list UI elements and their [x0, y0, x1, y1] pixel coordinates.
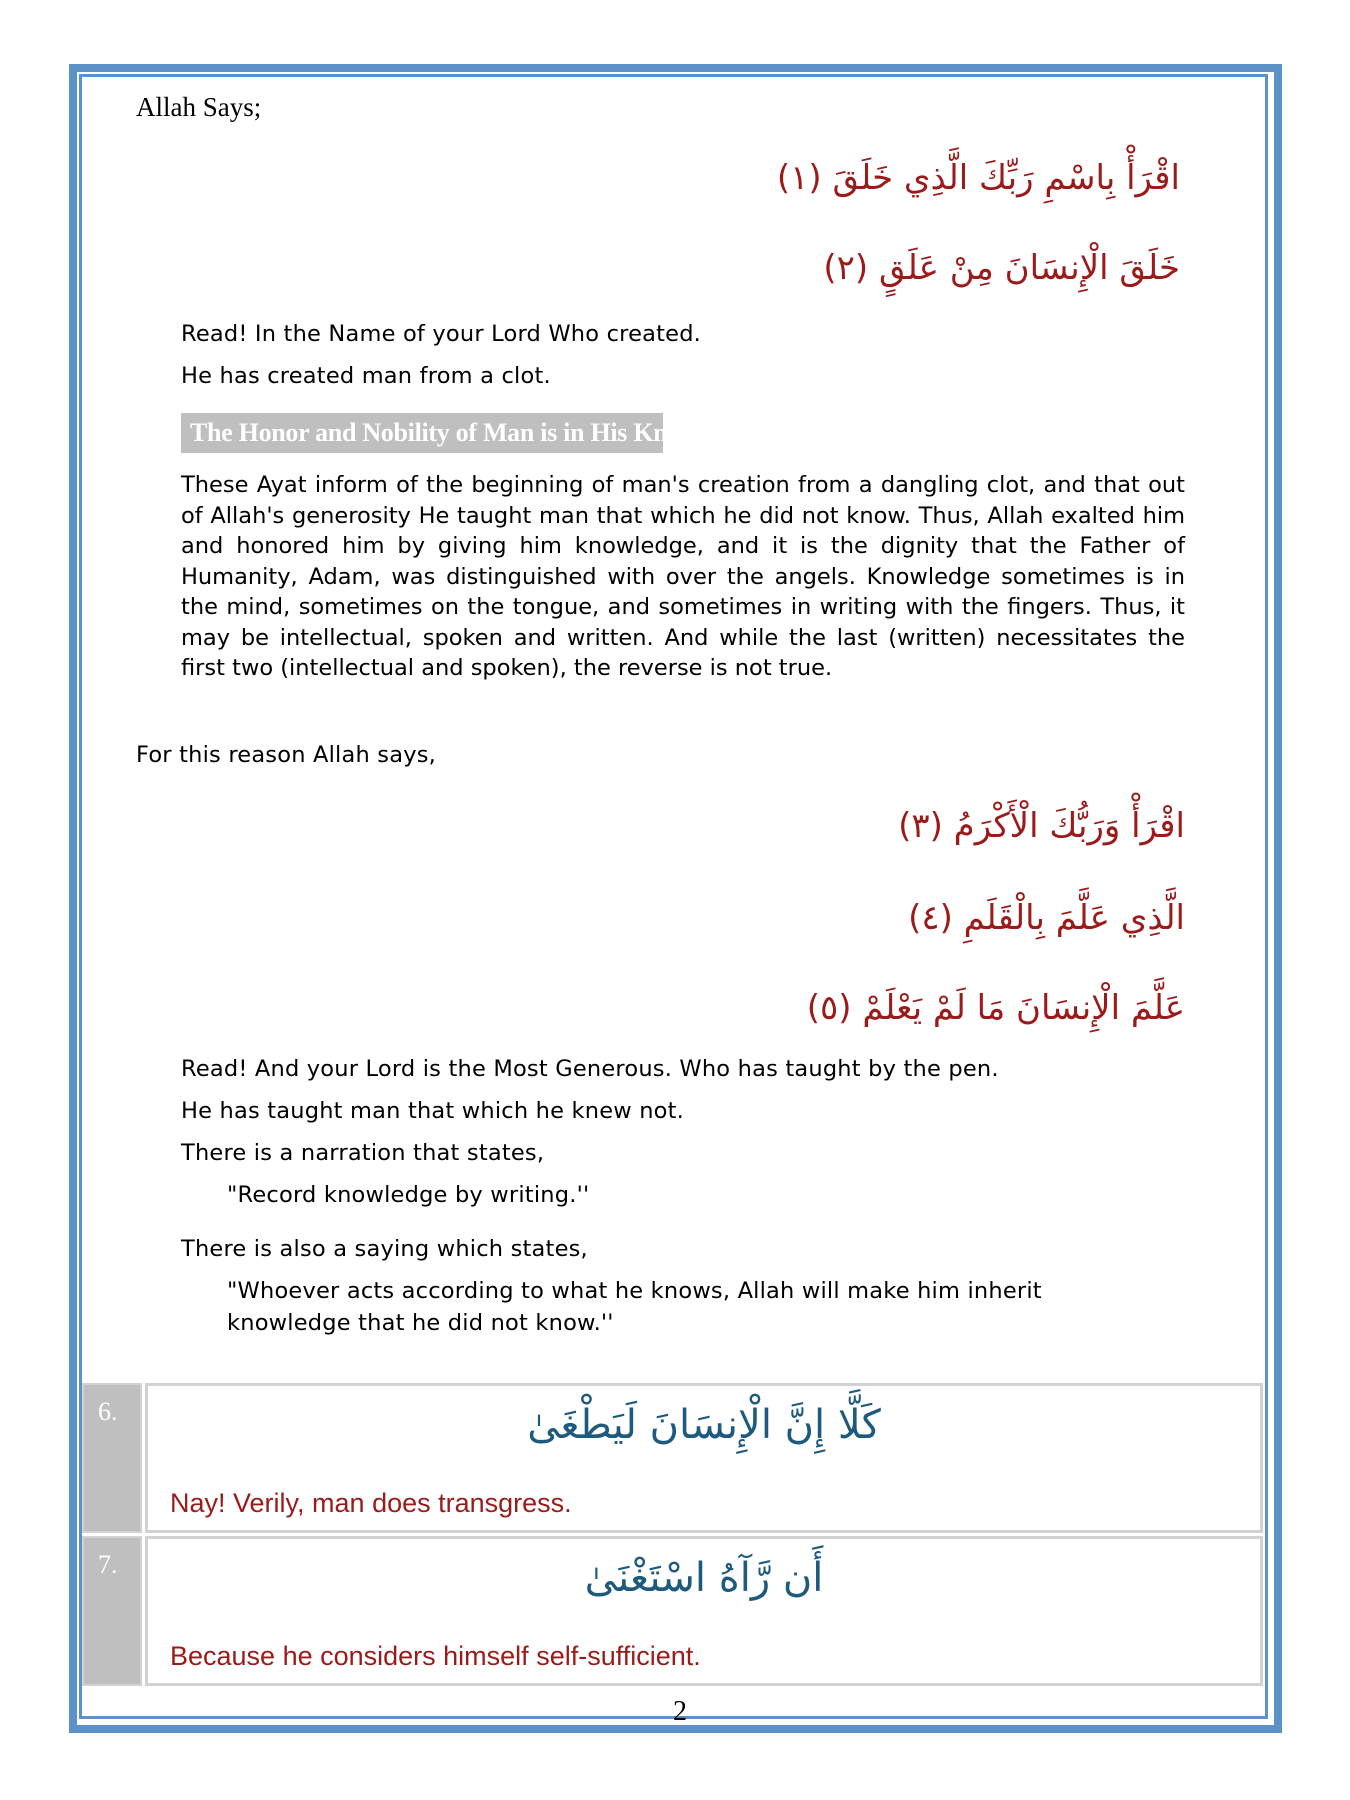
arabic-verse-5: عَلَّمَ الْإِنسَانَ مَا لَمْ يَعْلَمْ (٥): [806, 988, 1185, 1028]
translation-line: He has created man from a clot.: [181, 363, 551, 389]
verse-row: [82, 1536, 1265, 1686]
verse-number: 7.: [82, 1536, 142, 1686]
translation-line: Read! In the Name of your Lord Who created.: [181, 321, 702, 347]
verse-cell: [145, 1536, 1263, 1686]
arabic-verse-1: اقْرَأْ بِاسْمِ رَبِّكَ الَّذِي خَلَقَ (١): [776, 158, 1180, 198]
saying-quote-line: knowledge that he did not know.'': [227, 1310, 614, 1336]
translation-line: He has taught man that which he knew not.: [181, 1098, 685, 1124]
saying-quote-line: "Whoever acts according to what he knows, Allah will make him inherit: [227, 1278, 1042, 1304]
section-heading: The Honor and Nobility of Man is in His Knowledge: [181, 413, 663, 453]
commentary-paragraph: These Ayat inform of the beginning of man's creation from a dangling clot, and that out of Allah's generosity He taught man that which he did not know. Thus, Allah exalted him and honored him by giving him knowledge, and it is the dignity that the Father of Humanity, Adam, was distinguished with over the angels. Knowledge sometimes is in the mind, sometimes on the tongue, and sometimes in writing with the fingers. Thus, it may be intellectual, spoken and written. And while the last (written) necessitates the first two (intellectual and spoken), the reverse is not true.: [181, 472, 1185, 681]
lead-in-text: For this reason Allah says,: [136, 742, 436, 768]
verse-translation: Nay! Verily, man does transgress.: [170, 1488, 572, 1518]
verse-translation: Because he considers himself self-sufficient.: [170, 1641, 701, 1671]
verse-number: 6.: [82, 1383, 142, 1533]
narration-quote: "Record knowledge by writing.'': [227, 1182, 590, 1208]
intro-text: Allah Says;: [136, 92, 262, 122]
page-number: 2: [673, 1696, 687, 1727]
verse-arabic: كَلَّا إِنَّ الْإِنسَانَ لَيَطْغَىٰ: [527, 1402, 881, 1448]
arabic-verse-3: اقْرَأْ وَرَبُّكَ الْأَكْرَمُ (٣): [898, 806, 1185, 846]
narration-intro: There is a narration that states,: [181, 1140, 545, 1166]
arabic-verse-2: خَلَقَ الْإِنسَانَ مِنْ عَلَقٍ (٢): [823, 248, 1180, 288]
verse-arabic: أَن رَّآهُ اسْتَغْنَىٰ: [584, 1555, 824, 1601]
translation-line: Read! And your Lord is the Most Generous. Who has taught by the pen.: [181, 1056, 999, 1082]
verse-cell: [145, 1383, 1263, 1533]
saying-intro: There is also a saying which states,: [181, 1236, 588, 1262]
arabic-verse-4: الَّذِي عَلَّمَ بِالْقَلَمِ (٤): [908, 898, 1185, 938]
verse-row: [82, 1383, 1265, 1533]
